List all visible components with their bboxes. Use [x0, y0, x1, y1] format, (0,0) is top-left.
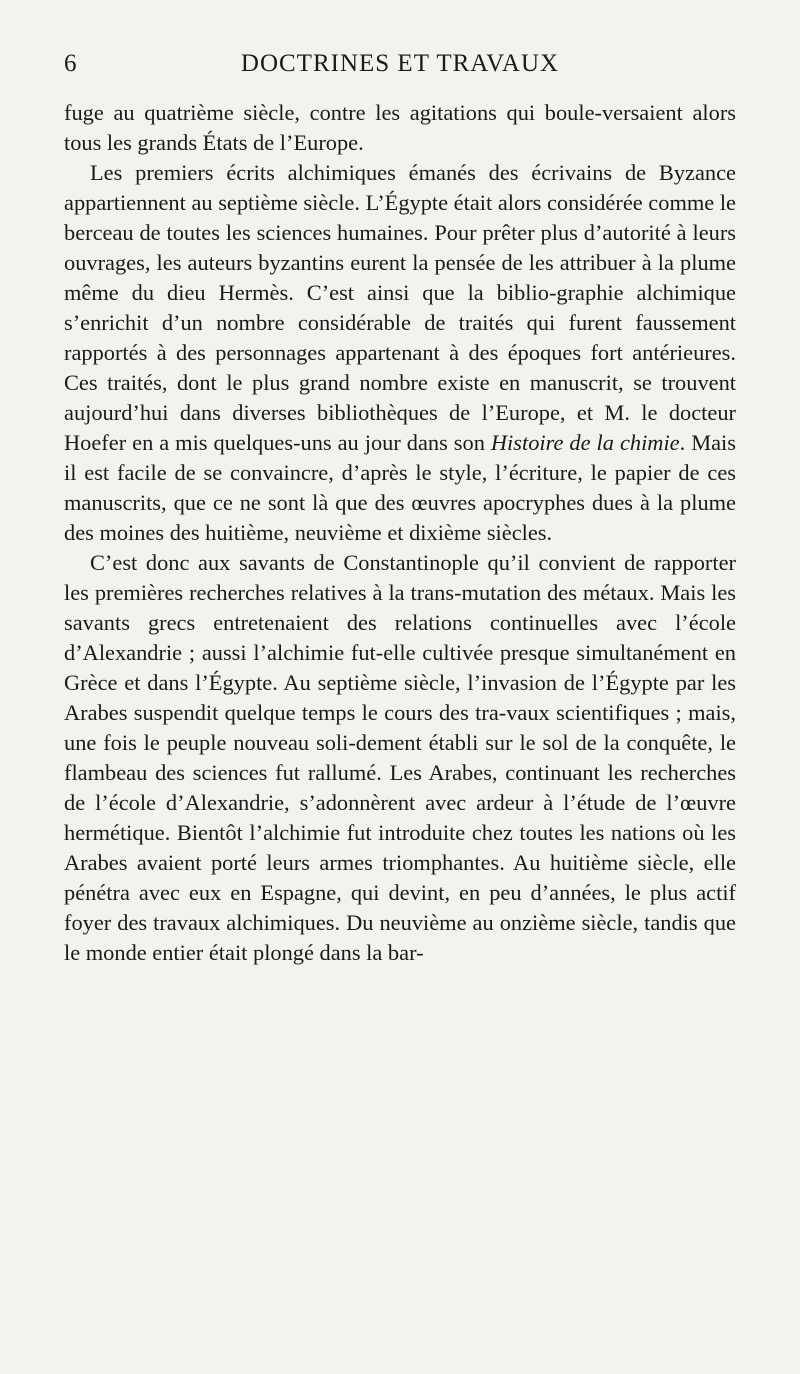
- running-title: DOCTRINES ET TRAVAUX: [240, 50, 560, 77]
- page-number: 6: [64, 50, 78, 77]
- paragraph-constantinople: [64, 548, 736, 968]
- book-title-italic: Histoire de la chimie: [490, 430, 680, 455]
- paragraph-text-continued: . Mais il est facile de se convaincre, d’après le style, l’écriture, le papier de ces manuscrits, que ce ne sont là que des œuvres apocryphes dues à la plume des moines des huitième, neuvième et dixième siècles.: [64, 430, 736, 545]
- paragraph-text: fuge au quatrième siècle, contre les agitations qui boule-versaient alors tous les grands États de l’Europe.: [64, 100, 736, 155]
- paragraph-byzantine-writings: [64, 158, 736, 548]
- body-text: [64, 98, 736, 968]
- running-head: [64, 50, 736, 90]
- paragraph-text: Les premiers écrits alchimiques émanés des écrivains de Byzance appartiennent au septième siècle. L’Égypte était alors considérée comme le berceau de toutes les sciences humaines. Pour prêter plus d’autorité à leurs ouvrages, les auteurs byzantins eurent la pensée de les attribuer à la plume même du dieu Hermès. C’est ainsi que la biblio-graphie alchimique s’enrichit d’un nombre considérable de traités qui furent faussement rapportés à des personnages appartenant à des époques fort antérieures. Ces traités, dont le plus grand nombre existe en manuscrit, se trouvent aujourd’hui dans diverses bibliothèques de l’Europe, et M. le docteur Hoefer en a mis quelques-uns au jour dans son: [64, 160, 736, 455]
- paragraph-text: C’est donc aux savants de Constantinople qu’il convient de rapporter les premières recherches relatives à la trans-mutation des métaux. Mais les savants grecs entretenaient des relations continuelles avec l’école d’Alexandrie ; aussi l’alchimie fut-elle cultivée presque simultanément en Grèce et dans l’Égypte. Au septième siècle, l’invasion de l’Égypte par les Arabes suspendit quelque temps le cours des tra-vaux scientifiques ; mais, une fois le peuple nouveau soli-dement établi sur le sol de la conquête, le flambeau des sciences fut rallumé. Les Arabes, continuant les recherches de l’école d’Alexandrie, s’adonnèrent avec ardeur à l’étude de l’œuvre hermétique. Bientôt l’alchimie fut introduite chez toutes les nations où les Arabes avaient porté leurs armes triomphantes. Au huitième siècle, elle pénétra avec eux en Espagne, qui devint, en peu d’années, le plus actif foyer des travaux alchimiques. Du neuvième au onzième siècle, tandis que le monde entier était plongé dans la bar-: [64, 550, 736, 965]
- paragraph-continuation: [64, 98, 736, 158]
